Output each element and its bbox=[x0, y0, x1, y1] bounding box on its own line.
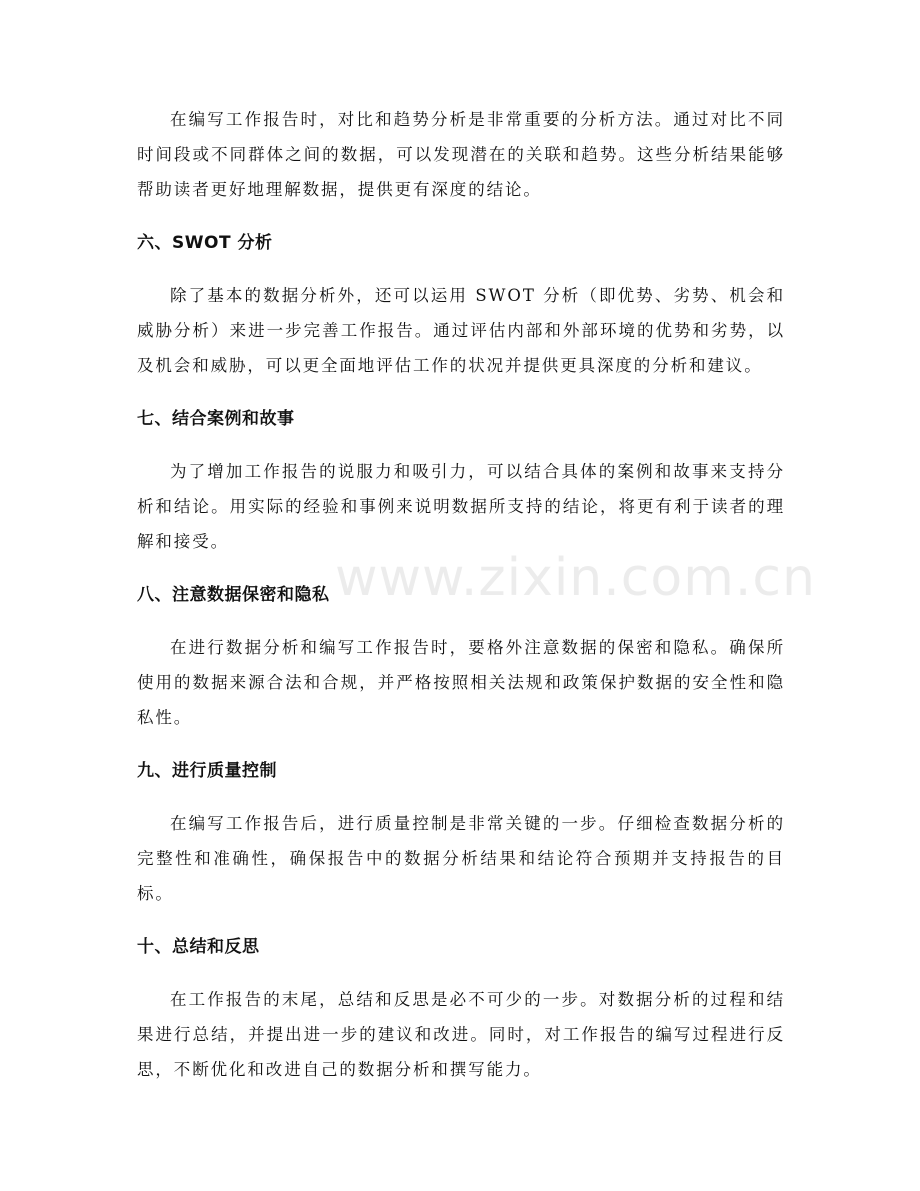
section-paragraph: 在工作报告的末尾，总结和反思是必不可少的一步。对数据分析的过程和结果进行总结，并提出进一步的建议和改进。同时，对工作报告的编写过程进行反思，不断优化和改进自己的数据分析和撰写能力。 bbox=[137, 990, 785, 1079]
section-heading: 十、总结和反思 bbox=[137, 937, 260, 957]
document-body bbox=[137, 102, 785, 1087]
section-cases-and-stories bbox=[137, 407, 785, 559]
section-heading: 八、注意数据保密和隐私 bbox=[137, 585, 330, 605]
section-paragraph: 为了增加工作报告的说服力和吸引力，可以结合具体的案例和故事来支持分析和结论。用实际的经验和事例来说明数据所支持的结论，将更有利于读者的理解和接受。 bbox=[137, 462, 785, 551]
section-heading: 九、进行质量控制 bbox=[137, 761, 277, 781]
intro-paragraph: 在编写工作报告时，对比和趋势分析是非常重要的分析方法。通过对比不同时间段或不同群体之间的数据，可以发现潜在的关联和趋势。这些分析结果能够帮助读者更好地理解数据，提供更有深度的结论。 bbox=[137, 110, 785, 199]
section-swot bbox=[137, 231, 785, 383]
section-heading: 七、结合案例和故事 bbox=[137, 409, 295, 429]
watermark: www.zixin.com.cn bbox=[335, 548, 816, 608]
section-data-privacy bbox=[137, 583, 785, 735]
section-paragraph: 在编写工作报告后，进行质量控制是非常关键的一步。仔细检查数据分析的完整性和准确性，确保报告中的数据分析结果和结论符合预期并支持报告的目标。 bbox=[137, 814, 785, 903]
section-heading: 六、SWOT 分析 bbox=[137, 233, 273, 253]
section-quality-control bbox=[137, 759, 785, 911]
section-paragraph: 除了基本的数据分析外，还可以运用 SWOT 分析（即优势、劣势、机会和威胁分析）来进一步完善工作报告。通过评估内部和外部环境的优势和劣势，以及机会和威胁，可以更全面地评估工作的状况并提供更具深度的分析和建议。 bbox=[137, 286, 785, 375]
section-paragraph: 在进行数据分析和编写工作报告时，要格外注意数据的保密和隐私。确保所使用的数据来源合法和合规，并严格按照相关法规和政策保护数据的安全性和隐私性。 bbox=[137, 638, 785, 727]
section-summary-and-reflection bbox=[137, 935, 785, 1087]
